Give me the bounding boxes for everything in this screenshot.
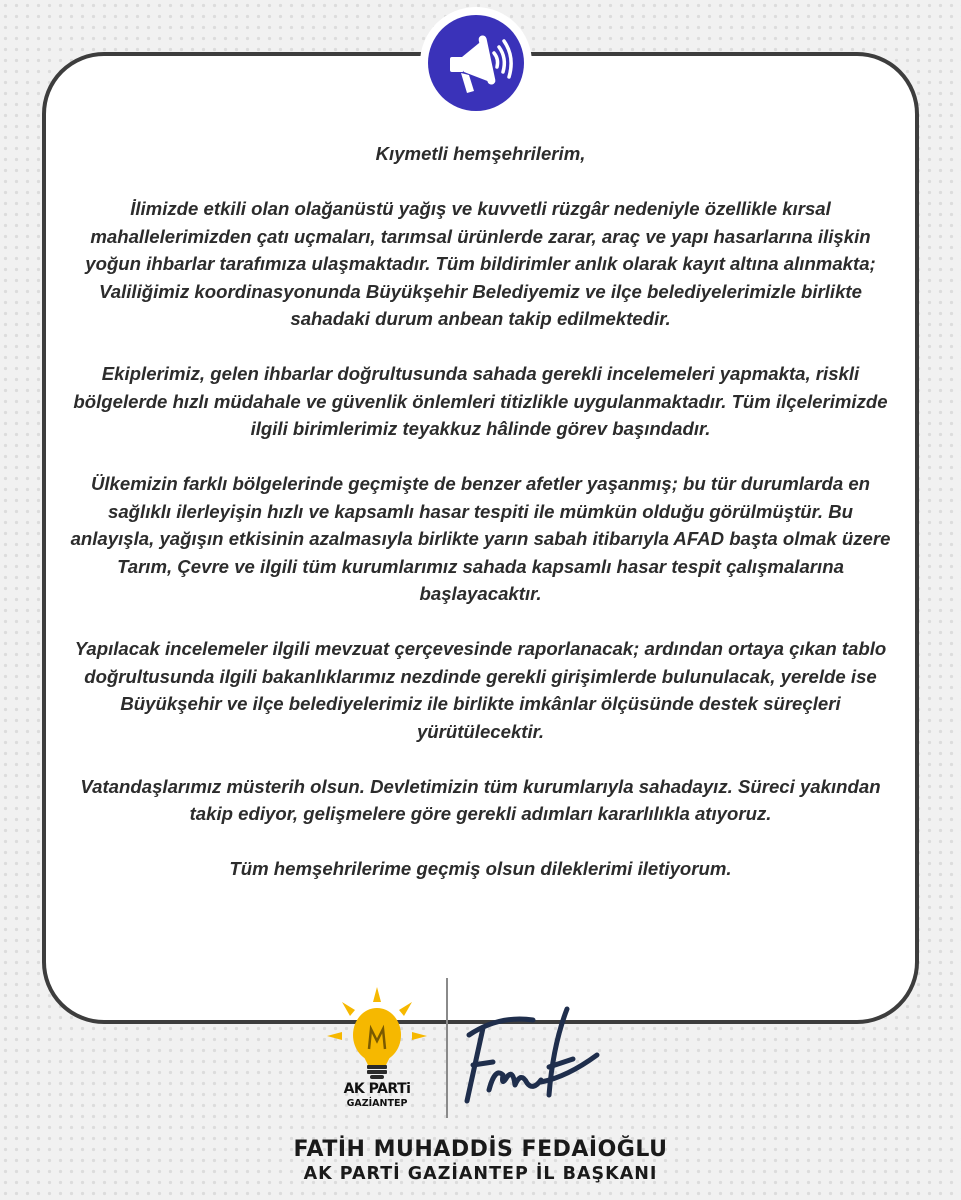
letter-closing: Tüm hemşehrilerime geçmiş olsun dileklerimi iletiyorum. (229, 858, 732, 879)
letter-greeting: Kıymetli hemşehrilerim, (375, 143, 586, 164)
ak-parti-logo (322, 985, 432, 1125)
announcement-badge-circle (428, 15, 524, 111)
megaphone-icon (428, 15, 524, 111)
letter-paragraph: İlimizde etkili olan olağanüstü yağış ve kuvvetli rüzgâr nedeniyle özellikle kırsal mahallelerimizden çatı uçmaları, tarımsal ürünlerde zarar, araç ve yapı hasarlarına ilişkin yoğun ihbarlar tarafımıza ulaşmaktadır. Tüm bildirimler anlık olarak kayıt altına alınmakta; Valiliğimiz koordinasyonunda Büyükşehir Belediyemiz ve ilçe belediyelerimizle birlikte sahadaki durum anbean takip edilmektedir. (85, 198, 876, 329)
lightbulb-logo-icon (322, 985, 432, 1085)
signatory-name: FATİH MUHADDİS FEDAİOĞLU (293, 1137, 668, 1162)
logo-city-name: GAZİANTEP (346, 1098, 408, 1109)
footer-divider (446, 978, 448, 1118)
signature-graphic (455, 995, 615, 1115)
handwritten-signature (455, 995, 615, 1120)
signatory-title: AK PARTİ GAZİANTEP İL BAŞKANI (303, 1164, 658, 1184)
letter-paragraph: Ekiplerimiz, gelen ihbarlar doğrultusunda sahada gerekli incelemeleri yapmakta, riskli bölgelerde hızlı müdahale ve güvenlik önlemleri titizlikle uygulanmaktadır. Tüm ilçelerimizde ilgili birimlerimiz teyakkuz hâlinde görev başındadır. (73, 363, 888, 439)
announcement-badge (420, 7, 532, 119)
letter-body (70, 140, 891, 883)
logo-party-name: AK PARTi (343, 1081, 411, 1097)
letter-paragraph: Vatandaşlarımız müsterih olsun. Devletimizin tüm kurumlarıyla sahadayız. Süreci yakından takip ediyor, gelişmelere göre gerekli adımları kararlılıkla atıyoruz. (80, 775, 881, 824)
letter-paragraph: Yapılacak incelemeler ilgili mevzuat çerçevesinde raporlanacak; ardından ortaya çıkan tablo doğrultusunda ilgili bakanlıklarımız nezdinde gerekli girişimlerde bulunulacak, yerelde ise Büyükşehir ve ilçe belediyelerimiz ile birlikte imkânlar ölçüsünde destek süreçleri yürütülecektir. (74, 638, 887, 742)
letter-paragraph: Ülkemizin farklı bölgelerinde geçmişte de benzer afetler yaşanmış; bu tür durumlarda en sağlıklı ilerleyişin hızlı ve kapsamlı hasar tespiti ile mümkün olduğu görülmüştür. Bu anlayışla, yağışın etkisinin azalmasıyla birlikte yarın sabah itibarıyla AFAD başta olmak üzere Tarım, Çevre ve ilgili tüm kurumlarımız sahada kapsamlı hasar tespit çalışmalarına başlayacaktır. (70, 473, 891, 604)
